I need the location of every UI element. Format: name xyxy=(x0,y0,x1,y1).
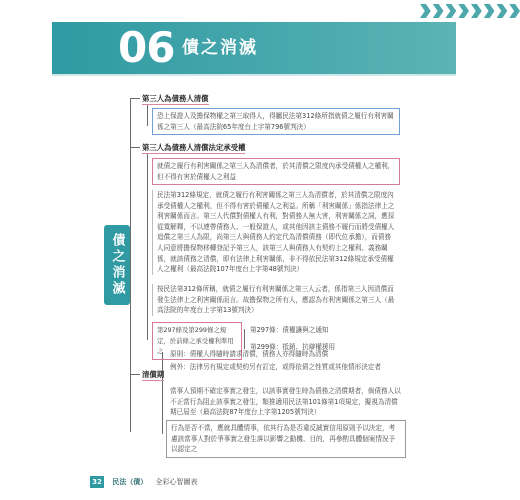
article-297-branch: 第297條：債權讓與之通知 xyxy=(250,326,329,334)
book-title: 民法（債） xyxy=(112,478,148,486)
chapter-title: 債之消滅 xyxy=(182,38,258,58)
chevron-decoration-icon xyxy=(420,4,520,18)
section-heading-third-party-payment: 第三人為債務人清償 xyxy=(142,94,209,103)
header-divider xyxy=(52,74,456,76)
s2-sub-line xyxy=(147,153,148,340)
article-299-branch: 第299條：抵銷、抗辯權援用 xyxy=(250,343,336,351)
chapter-header xyxy=(52,0,520,74)
s3-sub-line xyxy=(162,352,163,434)
page-footer xyxy=(90,476,197,488)
law-branch-line xyxy=(244,329,245,349)
section-heading-due-date: 清償期 xyxy=(142,370,165,379)
due-date-case-note: 當事人預期不確定事實之發生，以該事實發生時為債務之清償期者，倘債務人以不正當行為阻止該事實之發生，類推適用民法第101條第1項規定，擬視為清償期已屆至（最高法院87年度台上字第1205號判決） xyxy=(170,387,401,417)
due-date-principle: 原則：債權人得隨時請求清償，債務人亦得隨時為清償 xyxy=(170,350,329,358)
chapter-number: 06 xyxy=(118,23,175,72)
section-heading-subrogation: 第三人為債務人清償法定承受權 xyxy=(142,143,246,152)
due-date-exception: 例外：法律另有規定或契約另有訂定，或得依債之性質或其他情形決定者 xyxy=(170,363,381,371)
case-note-collateral-owner: 按民法第312條所稱，就債之履行有利害關係之第三人云者，係指第三人因清償而發生法律上之利害關係而言。故擔保物之所有人，應認為有利害關係之第三人（最高法院的年度台上字第13號判決） xyxy=(152,284,400,316)
case-note-107-48: 民法第312條規定，就債之履行有利害關係之第三人為清償者，於其清償之限度內承受債權人之權利，但不得有害於債權人之利益。所稱「利害關係」係指法律上之利害關係而言。第三人代償對債權人有利，對債務人無大害，利害關係之詞，應採從寬解釋，不以連帶債務人、一般保證人，或其他因該主債務不履行而將受債權人追償之第三人為限，尚第三人與債務人約定代為清償債務（即代位承擔），而債務人同意將擔保物移轉登記予第三人，該第三人與債務人有契約上之權利、義務關係，就該債務之清償，即有法律上利害關係，非不得依民法第312條規定承受債權人之權利（最高法院107年度台上字第48號判決） xyxy=(152,190,400,275)
page-number: 32 xyxy=(90,476,104,488)
book-subtitle: 全彩心智圖表 xyxy=(155,478,198,486)
s1-sub-line xyxy=(147,104,148,126)
guarantor-note-box: 恐上保證人及擔保物權之第三取得人，得屬民法第312條所指就債之履行有利害關係之第三人（最高法院65年度台上字第796號判決） xyxy=(152,108,400,135)
main-bracket-line xyxy=(130,98,131,432)
article-297-299-box: 第297條及第299條之規定，於前條之承受權利準用之 xyxy=(152,322,242,360)
improper-conduct-note-box: 行為是否不當，應就具體情事，依其行為是否違反誠實信用原則予以決定，考慮該當事人對於爭事實之發生落以影響之動機、目的，再參酌具體個案情況予以認定之 xyxy=(166,420,406,458)
subrogation-rule-box: 就債之履行有利害關係之第三人為清償者，於其清償之限度內承受債權人之權利，但不得有害於債權人之利益 xyxy=(152,158,400,185)
side-chapter-tab: 債之消滅 xyxy=(104,225,130,305)
branch-line-s1 xyxy=(130,98,140,99)
branch-line-s3 xyxy=(130,374,140,375)
branch-line-s2 xyxy=(130,147,140,148)
